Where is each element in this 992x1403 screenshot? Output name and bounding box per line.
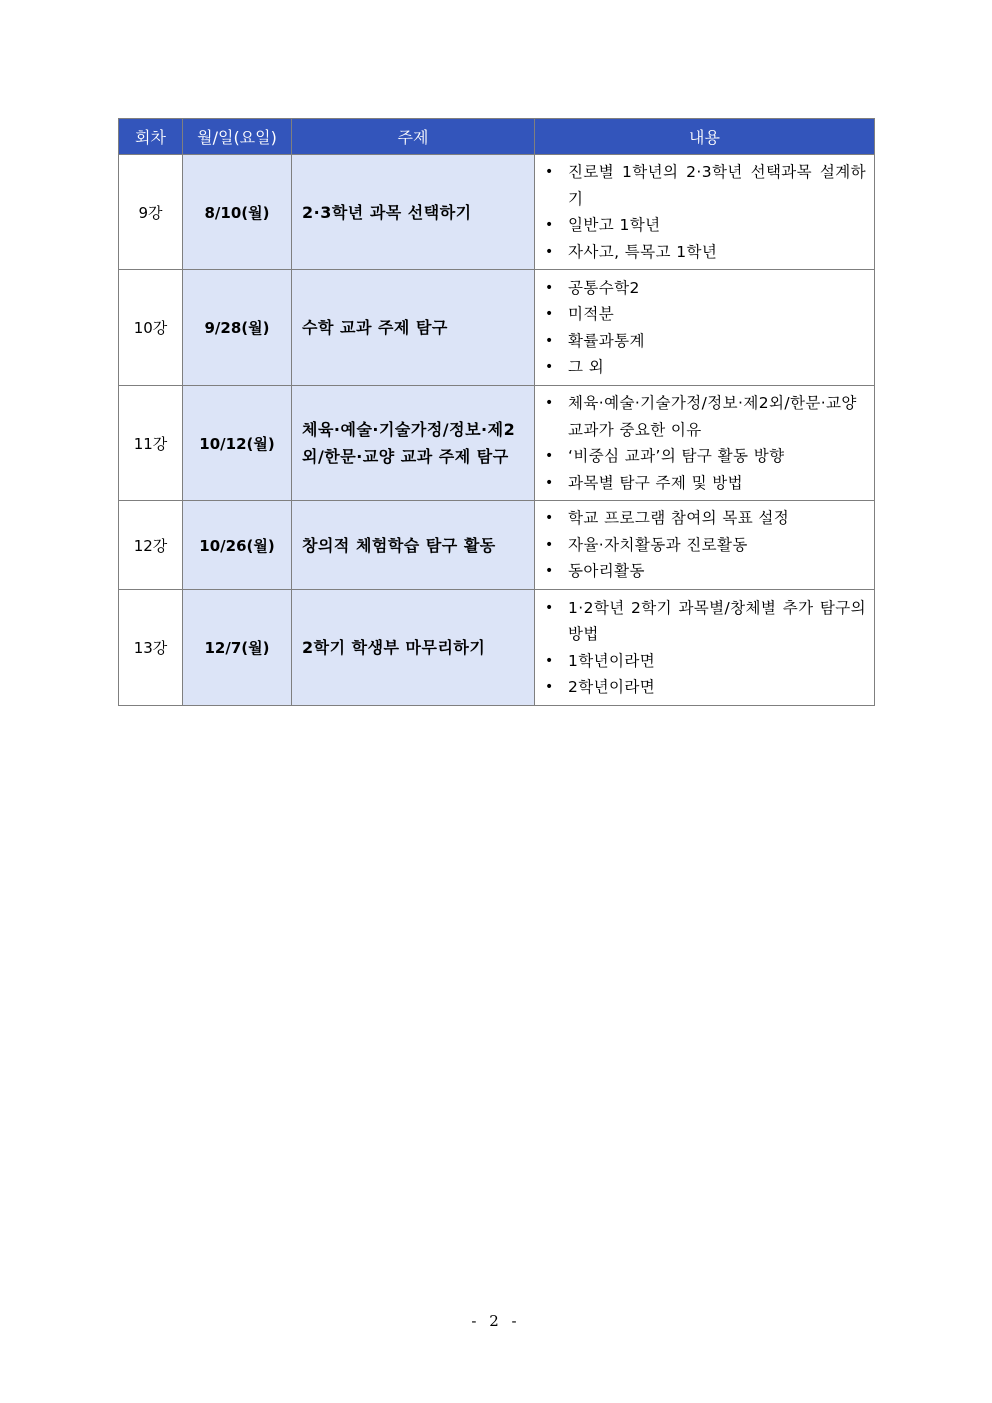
content-item — [535, 595, 866, 648]
content-item — [535, 328, 866, 355]
date-cell: 12/7(월) — [183, 590, 292, 706]
content-list — [535, 505, 866, 585]
bullet-icon: • — [545, 599, 554, 616]
header-content: 내용 — [535, 119, 875, 155]
content-item-text: 1·2학년 2학기 과목별/창체별 추가 탐구의 방법 — [568, 598, 866, 643]
table-body — [119, 155, 875, 706]
content-item — [535, 674, 866, 701]
content-list — [535, 275, 866, 381]
page-number: - 2 - — [471, 1312, 521, 1330]
date-cell: 8/10(월) — [183, 155, 292, 270]
content-cell — [535, 155, 875, 270]
bullet-icon: • — [545, 679, 554, 695]
bullet-icon: • — [545, 563, 554, 580]
session-cell: 12강 — [119, 501, 183, 590]
date-cell: 10/26(월) — [183, 501, 292, 590]
content-item-text: 체육·예술·기술가정/정보·제2외/한문·교양 교과가 중요한 이유 — [568, 394, 857, 439]
bullet-icon: • — [545, 332, 554, 349]
content-item-text: 자율·자치활동과 진로활동 — [568, 535, 748, 554]
bullet-icon: • — [545, 359, 554, 375]
content-item-text: 자사고, 특목고 1학년 — [568, 242, 718, 261]
content-item — [535, 470, 866, 497]
content-item — [535, 159, 866, 212]
content-cell — [535, 386, 875, 501]
content-item — [535, 390, 866, 443]
topic-cell: 체육·예술·기술가정/정보·제2외/한문·교양 교과 주제 탐구 — [292, 386, 535, 501]
session-cell: 9강 — [119, 155, 183, 270]
table-row — [119, 501, 875, 590]
content-list — [535, 595, 866, 701]
session-cell: 10강 — [119, 270, 183, 386]
bullet-icon: • — [545, 279, 554, 296]
header-session: 회차 — [119, 119, 183, 155]
content-item-text: 확률과통계 — [568, 331, 645, 350]
bullet-icon: • — [545, 474, 554, 491]
schedule-table — [118, 118, 875, 706]
content-list — [535, 390, 866, 496]
content-item-text: 2학년이라면 — [568, 678, 656, 696]
header-row — [119, 119, 875, 155]
bullet-icon: • — [545, 536, 554, 553]
table-row — [119, 270, 875, 386]
content-item-text: 동아리활동 — [568, 562, 645, 581]
content-item — [535, 648, 866, 675]
session-cell: 13강 — [119, 590, 183, 706]
content-item-text: 공통수학2 — [568, 278, 640, 297]
content-item-text: 진로별 1학년의 2·3학년 선택과목 설계하기 — [568, 163, 866, 208]
content-item — [535, 275, 866, 302]
date-cell: 10/12(월) — [183, 386, 292, 501]
bullet-icon: • — [545, 395, 554, 411]
content-item — [535, 558, 866, 585]
content-cell — [535, 501, 875, 590]
content-item-text: 미적분 — [568, 305, 615, 323]
session-cell: 11강 — [119, 386, 183, 501]
content-item-text: 1학년이라면 — [568, 651, 656, 670]
bullet-icon: • — [545, 652, 554, 669]
content-item — [535, 301, 866, 328]
content-item-text: 일반고 1학년 — [568, 216, 661, 234]
content-item — [535, 239, 866, 266]
bullet-icon: • — [545, 510, 554, 527]
table-header — [119, 119, 875, 155]
content-item — [535, 212, 866, 239]
header-date: 월/일(요일) — [183, 119, 292, 155]
content-item-text: ‘비중심 교과’의 탐구 활동 방향 — [568, 447, 785, 465]
content-item-text: 학교 프로그램 참여의 목표 설정 — [568, 509, 790, 528]
topic-cell: 창의적 체험학습 탐구 활동 — [292, 501, 535, 590]
content-item — [535, 443, 866, 470]
content-list — [535, 159, 866, 265]
bullet-icon: • — [545, 243, 554, 260]
topic-cell: 수학 교과 주제 탐구 — [292, 270, 535, 386]
bullet-icon: • — [545, 217, 554, 233]
bullet-icon: • — [545, 448, 554, 464]
content-cell — [535, 590, 875, 706]
table-row — [119, 155, 875, 270]
date-cell: 9/28(월) — [183, 270, 292, 386]
content-item-text: 과목별 탐구 주제 및 방법 — [568, 473, 744, 492]
topic-cell: 2학기 학생부 마무리하기 — [292, 590, 535, 706]
topic-cell: 2·3학년 과목 선택하기 — [292, 155, 535, 270]
content-item — [535, 505, 866, 532]
content-item-text: 그 외 — [568, 358, 605, 376]
header-topic: 주제 — [292, 119, 535, 155]
content-item — [535, 532, 866, 559]
bullet-icon: • — [545, 164, 554, 180]
table-row — [119, 590, 875, 706]
content-item — [535, 354, 866, 381]
bullet-icon: • — [545, 306, 554, 322]
table-row — [119, 386, 875, 501]
content-cell — [535, 270, 875, 386]
